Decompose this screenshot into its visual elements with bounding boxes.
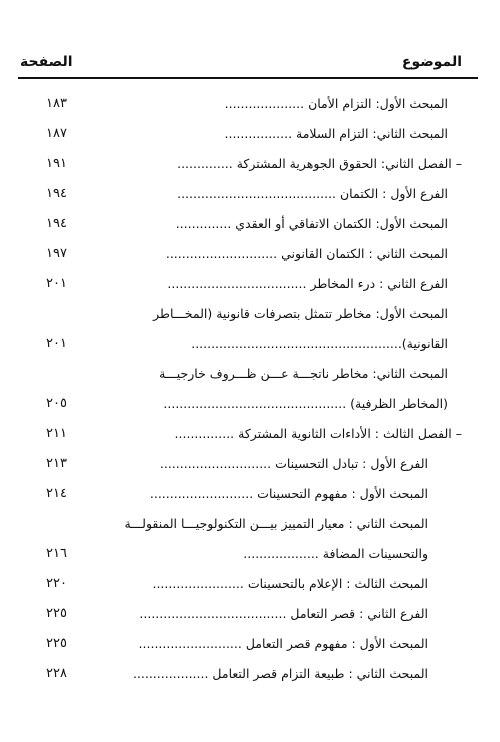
toc-header xyxy=(0,0,500,90)
toc-entry xyxy=(0,96,500,120)
toc-entry xyxy=(0,156,500,180)
toc-entry xyxy=(0,186,500,210)
toc-entry-title: المبحث الأول : مفهوم التحسينات .......................... xyxy=(149,486,428,501)
toc-entry xyxy=(0,636,500,660)
toc-entry-title: المبحث الأول : مفهوم قصر التعامل .......................... xyxy=(138,636,428,651)
toc-entry-title: والتحسينات المضافة ................... xyxy=(243,546,428,561)
toc-entry-title: الفرع الأول : الكتمان ........................................ xyxy=(177,186,448,201)
toc-entry xyxy=(0,396,500,420)
toc-entry-page: ٢٢٥ xyxy=(46,636,67,651)
toc-entry-page: ٢٢٨ xyxy=(46,666,67,681)
toc-entry xyxy=(0,126,500,150)
toc-entry-page: ٢٠١ xyxy=(46,276,67,291)
toc-entry xyxy=(0,576,500,600)
toc-entry-page: ٢١٤ xyxy=(46,486,67,501)
toc-entry xyxy=(0,516,500,540)
toc-entry-title: المبحث الثاني : معيار التمييز بيـــن التكنولوجيـــا المنقولـــة xyxy=(124,516,428,531)
toc-entry xyxy=(0,366,500,390)
toc-entry xyxy=(0,666,500,690)
toc-entry-title: المبحث الثاني: مخاطر ناتجـــة عـــن ظـــروف خارجيـــة xyxy=(159,366,448,381)
toc-entry-page: ٢٠٥ xyxy=(46,396,67,411)
page-column-heading: الصفحة xyxy=(20,54,73,70)
toc-entry-page: ٢١١ xyxy=(46,426,67,441)
toc-entry-page: ١٩٤ xyxy=(46,216,67,231)
toc-entry-title: المبحث الثاني: التزام السلامة ................. xyxy=(224,126,448,141)
toc-entry-page: ١٩١ xyxy=(46,156,67,171)
toc-entry xyxy=(0,426,500,450)
toc-entry-page: ١٩٤ xyxy=(46,186,67,201)
toc-entry-page: ٢٢٠ xyxy=(46,576,67,591)
toc-entry xyxy=(0,336,500,360)
topic-column-heading: الموضوع xyxy=(401,54,462,70)
toc-entry xyxy=(0,246,500,270)
toc-entry-title: الفرع الثاني : درء المخاطر ................................... xyxy=(167,276,448,291)
toc-entry-title: الفرع الثاني : قصر التعامل ..................................... xyxy=(139,606,428,621)
toc-entry-title: المبحث الثاني : الكتمان القانوني ............................ xyxy=(165,246,448,261)
toc-entry xyxy=(0,486,500,510)
toc-entry xyxy=(0,276,500,300)
toc-entry-page: ١٨٣ xyxy=(46,96,67,111)
toc-entry-title: القانونية)..................................................... xyxy=(191,336,448,351)
toc-entry xyxy=(0,546,500,570)
toc-entry-page: ١٩٧ xyxy=(46,246,67,261)
toc-entry-page: ٢٢٥ xyxy=(46,606,67,621)
toc-entry-title: – الفصل الثاني: الحقوق الجوهرية المشتركة .............. xyxy=(177,156,462,171)
toc-entry xyxy=(0,216,500,240)
toc-entry-page: ٢١٣ xyxy=(46,456,67,471)
toc-entry-title: المبحث الأول: التزام الأمان .................... xyxy=(224,96,448,111)
toc-entry-page: ٢١٦ xyxy=(46,546,67,561)
header-divider xyxy=(18,77,478,79)
toc-entry-page: ٢٠١ xyxy=(46,336,67,351)
toc-entry-title: المبحث الثالث : الإعلام بالتحسينات ....................... xyxy=(152,576,428,591)
toc-entry-title: (المخاطر الظرفية) .............................................. xyxy=(163,396,448,411)
toc-entry-title: – الفصل الثالث : الأداءات الثانوية المشتركة ............... xyxy=(174,426,462,441)
toc-entry-title: الفرع الأول : تبادل التحسينات ............................ xyxy=(159,456,428,471)
toc-entry xyxy=(0,306,500,330)
toc-entry xyxy=(0,606,500,630)
toc-entry xyxy=(0,456,500,480)
toc-entry-title: المبحث الأول: الكتمان الاتفاقي أو العقدي .............. xyxy=(175,216,448,231)
toc-entry-title: المبحث الأول: مخاطر تتمثل بتصرفات قانونية (المخـــاطر xyxy=(153,306,448,321)
toc-entry-page: ١٨٧ xyxy=(46,126,67,141)
toc-entry-title: المبحث الثاني : طبيعة التزام قصر التعامل ................... xyxy=(132,666,428,681)
